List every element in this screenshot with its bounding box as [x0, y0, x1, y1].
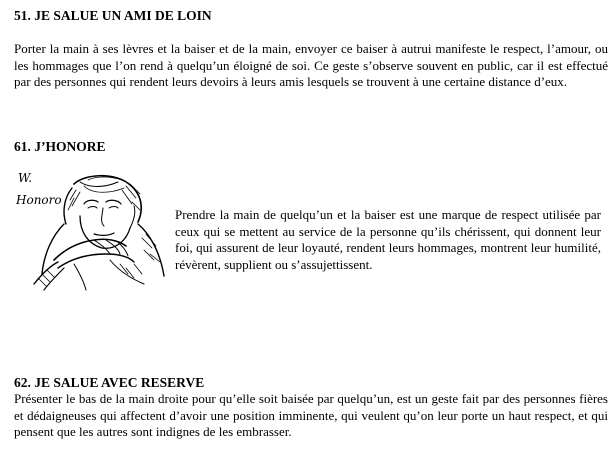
section-61-paragraph: Prendre la main de quelqu’un et la baiser est une marque de respect utilisée par ceux qui se mettent au service de la personne qu’ils chérissent, qui donnent leur foi, qui assurent de leur loyauté, rendent leurs hommages, montrent leur humilité, révèrent, supplient ou s’assujettissent.: [175, 207, 601, 272]
illustration-corner-mark: W.: [18, 171, 33, 185]
section-61-heading: 61. J’HONORE: [14, 139, 106, 154]
illustration-label: Honoro: [16, 193, 62, 207]
section-51-heading: 51. JE SALUE UN AMI DE LOIN: [14, 8, 212, 23]
hand-kissing-illustration: [14, 164, 172, 292]
section-62-paragraph: Présenter le bas de la main droite pour qu’elle soit baisée par quelqu’un, est un geste fait par des personnes fières et dédaigneuses qui affectent d’avoir une position imminente, qui veulent qu’on leur porte un haut respect, et qui pensent que les autres sont indignes de les embrasser.: [14, 391, 608, 439]
section-51-paragraph: Porter la main à ses lèvres et la baiser et de la main, envoyer ce baiser à autrui manifeste le respect, l’amour, ou les hommages que l’on rend à quelqu’un éloigné de soi. Ce geste s’observe souvent en public, car il est effectué par des personnes qui rendent leurs devoirs à leurs amis lesquels se trouvent à une certaine distance d’eux.: [14, 41, 608, 89]
section-62-heading: 62. JE SALUE AVEC RESERVE: [14, 375, 205, 390]
